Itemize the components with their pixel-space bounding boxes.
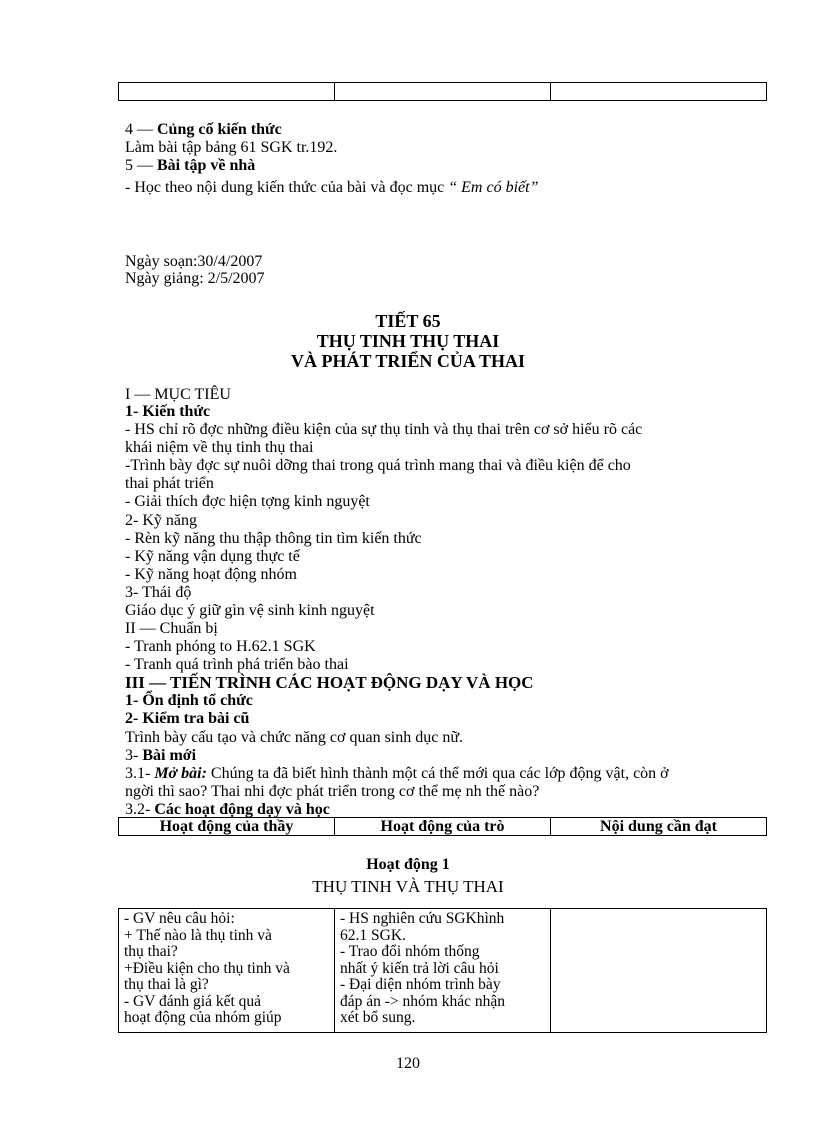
top-table-fragment — [118, 82, 767, 101]
skill-text: - Kỹ năng vận dụng thực tế — [125, 548, 300, 565]
date-taught: Ngày giảng: 2/5/2007 — [125, 270, 265, 287]
section-5-heading: 5 — Bài tập về nhà — [125, 157, 256, 174]
student-line: đáp án -> nhóm khác nhận — [340, 992, 505, 1010]
ky-nang-heading: 2- Kỹ năng — [125, 512, 197, 529]
header-content: Nội dung cần đạt — [551, 818, 767, 836]
top-table-cell — [335, 83, 551, 101]
section-4-heading: 4 — Củng cố kiến thức — [125, 121, 282, 138]
activity-label: Hoạt động 1 — [366, 856, 450, 873]
student-line: - Trao đổi nhóm thống — [340, 943, 480, 960]
skill-text: - Rèn kỹ năng thu thập thông tin tìm kiến thức — [125, 530, 422, 547]
objective-text: - HS chỉ rõ đợc những điều kiện của sự thụ tinh và thụ thai trên cơ sở hiểu rõ các — [125, 421, 643, 438]
activity-table — [118, 908, 767, 1033]
teacher-line: - GV nêu câu hỏi: — [124, 910, 235, 927]
student-line: - HS nghiên cứu SGKhình — [340, 910, 505, 927]
kiem-tra-heading: 2- Kiểm tra bài cũ — [125, 710, 250, 727]
activity-title: THỤ TINH VÀ THỤ THAI — [312, 877, 504, 896]
teacher-line: thụ thai? — [124, 943, 178, 960]
section-5-text: - Học theo nội dung kiến thức của bài và đọc mục “ Em có biết” — [125, 179, 539, 196]
objective-text: - Giải thích đợc hiện tợng kinh nguyệt — [125, 493, 370, 510]
lesson-number: TIẾT 65 — [375, 311, 441, 331]
mo-bai-text: 3.1- Mở bài: Chúng ta đã biết hình thành một cá thể mới qua các lớp động vật, còn ở — [125, 765, 669, 782]
objective-text: khái niệm về thụ tinh thụ thai — [125, 439, 314, 456]
section-i-title: I — MỤC TIÊU — [125, 386, 231, 403]
activity-header-table — [118, 817, 767, 836]
mo-bai-text-cont: ngời thì sao? Thai nhi đợc phát triển trong cơ thể mẹ nh thế nào? — [125, 783, 540, 800]
preparation-text: - Tranh phóng to H.62.1 SGK — [125, 638, 316, 655]
lesson-title-line2: VÀ PHÁT TRIỂN CỦA THAI — [290, 351, 526, 371]
teacher-line: hoạt động của nhóm giúp — [124, 1009, 282, 1026]
student-line: xét bổ sung. — [340, 1009, 416, 1026]
preparation-text: - Tranh quá trình phá triển bào thai — [125, 656, 349, 673]
teacher-line: + Thế nào là thụ tinh và — [124, 926, 272, 944]
objective-text: -Trình bày đợc sự nuôi dỡng thai trong quá trình mang thai và điều kiện để cho — [125, 457, 631, 474]
lesson-title-line1: THỤ TINH THỤ THAI — [316, 331, 500, 351]
student-line: 62.1 SGK. — [340, 926, 406, 944]
page-number: 120 — [396, 1055, 420, 1072]
content-cell — [551, 909, 767, 1033]
objective-text: thai phát triển — [125, 475, 214, 492]
skill-text: - Kỹ năng hoạt động nhóm — [125, 566, 297, 583]
header-teacher: Hoạt động của thầy — [119, 818, 335, 836]
thai-do-heading: 3- Thái độ — [125, 584, 192, 601]
hoat-dong-heading: 3.2- Các hoạt động dạy và học — [125, 801, 330, 818]
date-prepared: Ngày soạn:30/4/2007 — [125, 253, 263, 270]
top-table-cell — [119, 83, 335, 101]
teacher-line: - GV đánh giá kết quả — [124, 992, 262, 1010]
header-student: Hoạt động của trò — [335, 818, 551, 836]
section-ii-title: II — Chuẩn bị — [125, 620, 218, 637]
student-line: - Đại diện nhóm trình bày — [340, 976, 501, 993]
student-cell — [335, 909, 551, 1033]
on-dinh-heading: 1- Ổn định tổ chức — [125, 692, 253, 709]
teacher-line: thụ thai là gì? — [124, 976, 209, 993]
attitude-text: Giáo dục ý giữ gìn vệ sinh kinh nguyệt — [125, 602, 375, 619]
kiem-tra-text: Trình bày cấu tạo và chức năng cơ quan sinh dục nữ. — [125, 729, 464, 746]
teacher-cell — [119, 909, 335, 1033]
bai-moi-heading: 3- Bài mới — [125, 747, 197, 764]
student-line: nhất ý kiến trả lời câu hỏi — [340, 959, 499, 977]
teacher-line: +Điều kiện cho thụ tinh và — [124, 959, 290, 977]
top-table-cell — [551, 83, 767, 101]
section-4-text: Làm bài tập bảng 61 SGK tr.192. — [125, 139, 338, 156]
section-iii-title: III — TIẾN TRÌNH CÁC HOẠT ĐỘNG DẠY VÀ HỌC — [125, 673, 534, 692]
kien-thuc-heading: 1- Kiến thức — [125, 403, 211, 420]
